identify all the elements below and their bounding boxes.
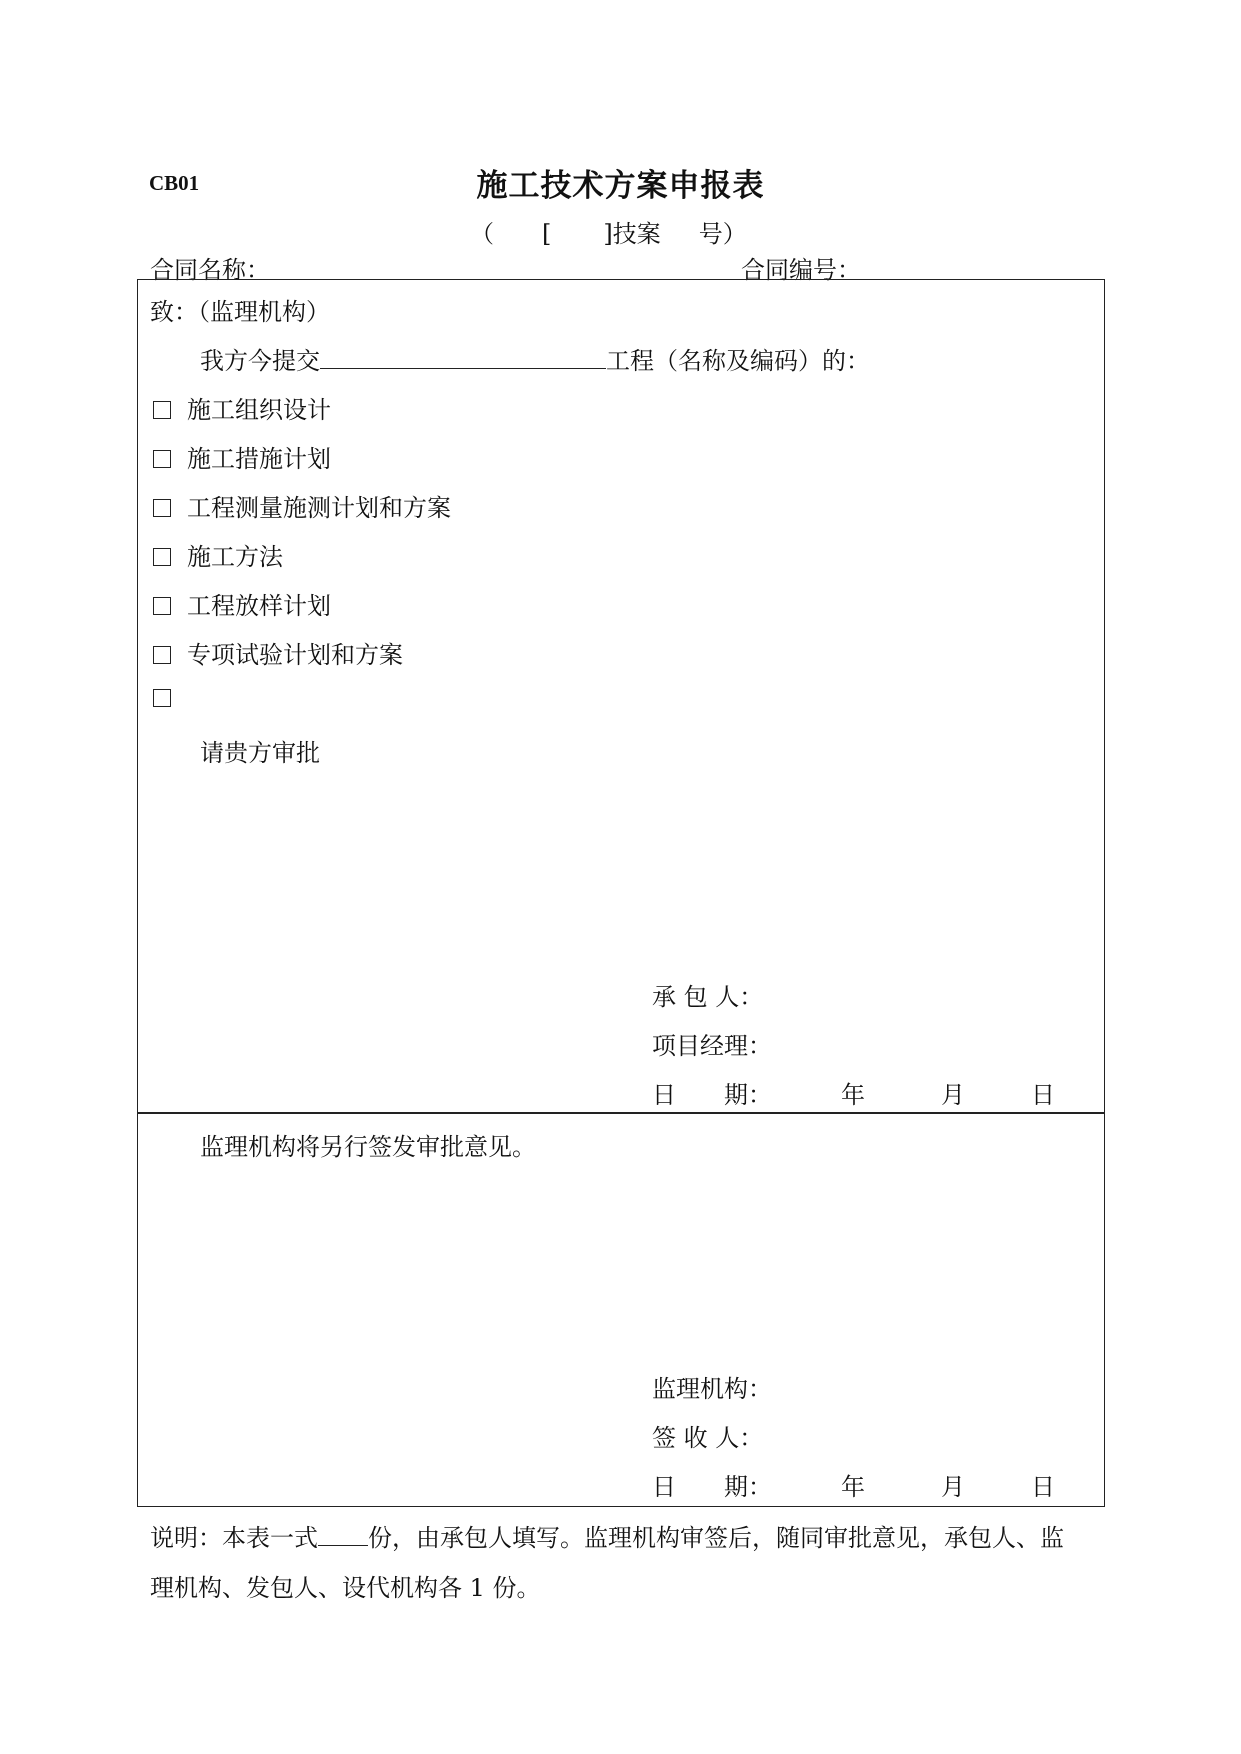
submission-line	[200, 341, 870, 376]
date-day: 日	[1031, 1473, 1055, 1501]
doc-number-type: ]技案	[603, 220, 661, 248]
form-code: CB01	[149, 171, 200, 195]
checklist-item	[153, 390, 331, 425]
checkbox[interactable]	[153, 401, 171, 419]
checklist-item	[153, 537, 283, 572]
submit-suffix: 工程（名称及编码）的：	[606, 347, 870, 375]
footer-prefix: 说明：本表一式	[150, 1524, 318, 1552]
approval-request: 请贵方审批	[200, 739, 320, 767]
doc-number-bracket-open: [	[542, 220, 552, 248]
date-year: 年	[841, 1081, 865, 1109]
checkbox[interactable]	[153, 450, 171, 468]
date-year: 年	[841, 1473, 865, 1501]
supervisor-label: 监理机构：	[652, 1375, 772, 1403]
contractor-label: 承 包 人：	[652, 983, 764, 1011]
checkbox[interactable]	[153, 646, 171, 664]
copies-blank[interactable]	[318, 1523, 368, 1546]
date-month: 月	[941, 1473, 965, 1501]
contract-no-label: 合同编号：	[741, 256, 861, 284]
date-month: 月	[941, 1081, 965, 1109]
application-section	[137, 279, 1105, 1114]
checkbox[interactable]	[153, 689, 171, 707]
addressee-label: 致：（监理机构）	[150, 298, 330, 326]
date-label: 日 期：	[652, 1473, 772, 1501]
footer-note-line2: 理机构、发包人、设代机构各 1 份。	[150, 1574, 541, 1602]
date-label: 日 期：	[652, 1081, 772, 1109]
checklist-label: 工程测量施测计划和方案	[187, 494, 451, 522]
page-title: 施工技术方案申报表	[476, 168, 765, 204]
checkbox[interactable]	[153, 597, 171, 615]
project-manager-label: 项目经理：	[652, 1032, 772, 1060]
checklist-label: 施工方法	[187, 543, 283, 571]
checklist-label: 工程放样计划	[187, 592, 331, 620]
checklist-label: 施工组织设计	[187, 396, 331, 424]
doc-number-open: （	[470, 220, 494, 248]
receiver-label: 签 收 人：	[652, 1424, 764, 1452]
footer-suffix: 份，由承包人填写。监理机构审签后，随同审批意见，承包人、监	[368, 1524, 1064, 1552]
checkbox[interactable]	[153, 548, 171, 566]
date-day: 日	[1031, 1081, 1055, 1109]
supervisor-statement: 监理机构将另行签发审批意见。	[200, 1133, 536, 1161]
document-number	[470, 214, 747, 249]
checklist-item	[153, 635, 403, 670]
project-name-blank[interactable]	[320, 346, 606, 369]
submit-prefix: 我方今提交	[200, 347, 320, 375]
checklist-label: 专项试验计划和方案	[187, 641, 403, 669]
checklist-item-other	[153, 684, 187, 712]
doc-number-suffix: 号）	[698, 220, 747, 248]
checkbox[interactable]	[153, 499, 171, 517]
checklist-item	[153, 586, 331, 621]
contract-name-label: 合同名称：	[150, 256, 270, 284]
checklist-label: 施工措施计划	[187, 445, 331, 473]
supervisor-section	[137, 1112, 1105, 1507]
checklist-item	[153, 488, 451, 523]
footer-note-line1	[150, 1513, 1064, 1563]
checklist-item	[153, 439, 331, 474]
